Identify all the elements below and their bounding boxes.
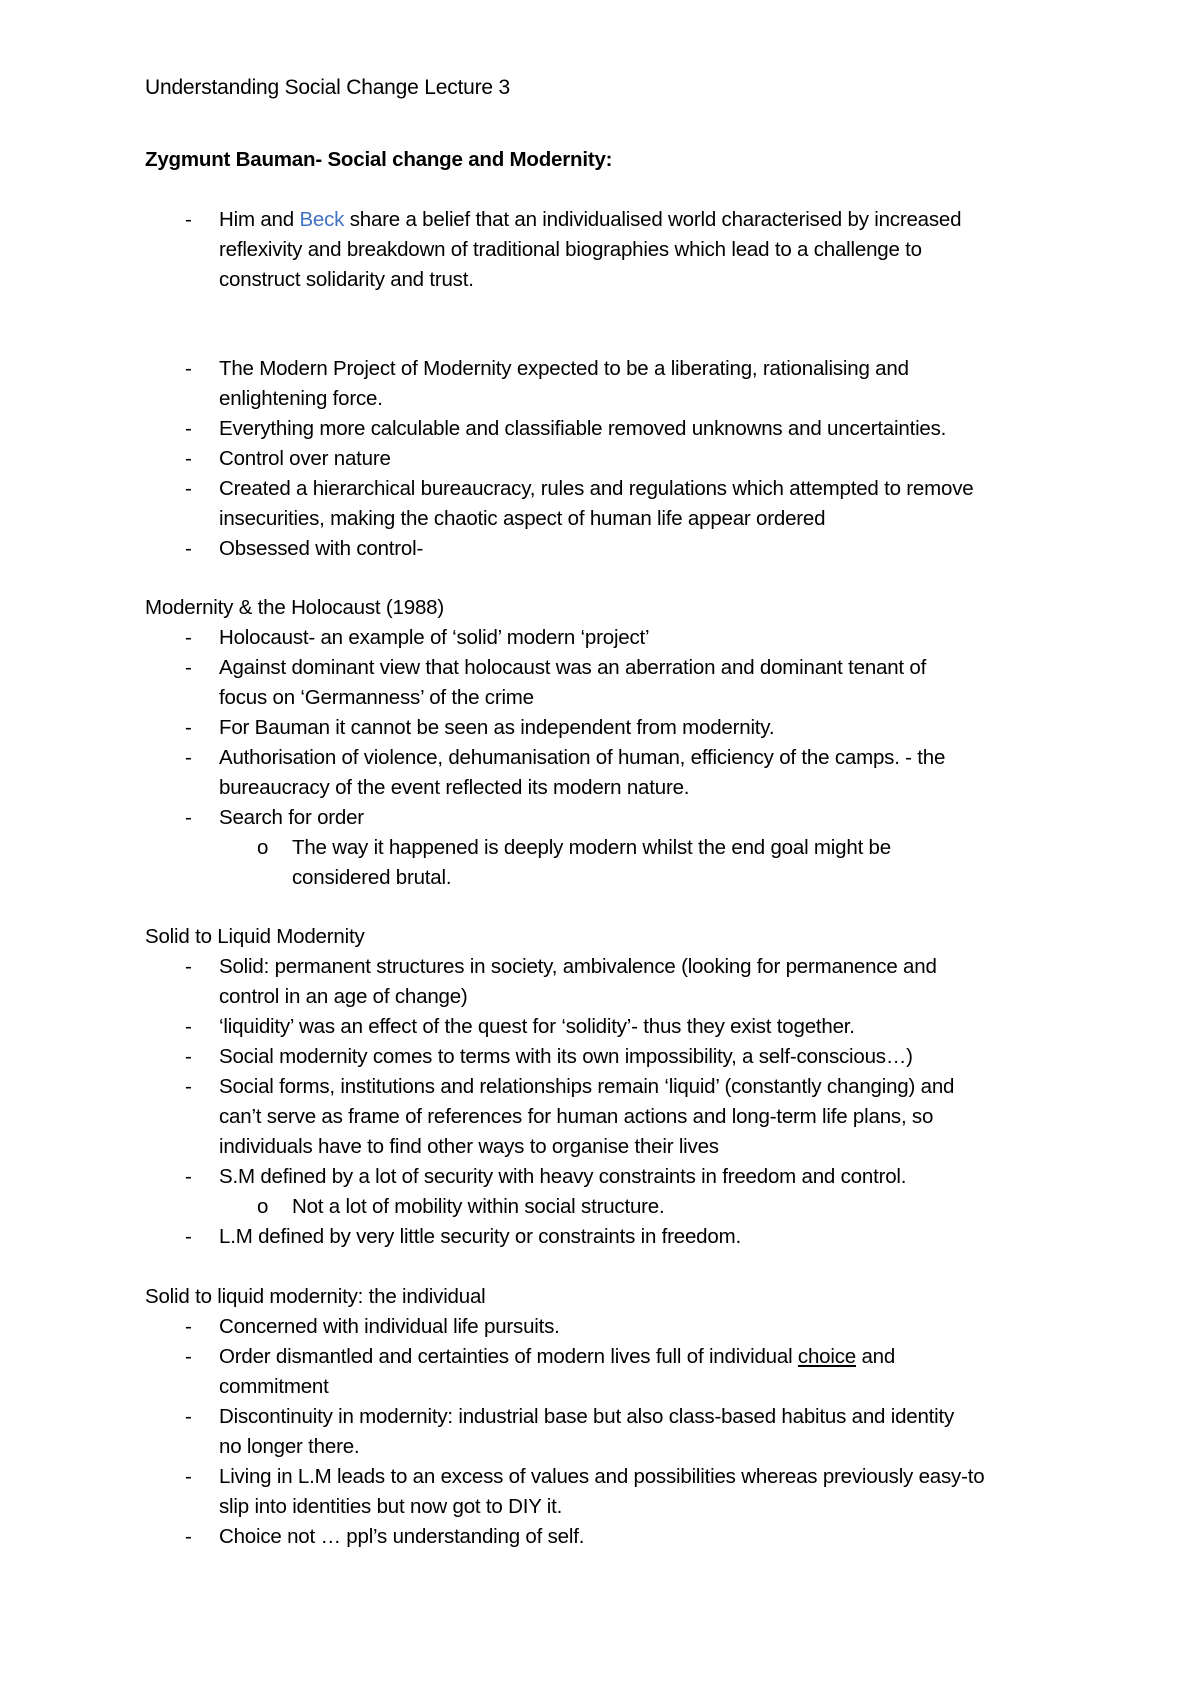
bullet-circle: o [257, 836, 269, 859]
list-item-text: Discontinuity in modernity: industrial base but also class-based habitus and identity [219, 1405, 955, 1428]
list-item-continuation: reflexivity and breakdown of traditional biographies which lead to a challenge to [219, 238, 922, 261]
list-item-continuation: construct solidarity and trust. [219, 268, 474, 291]
list-item-text: ‘liquidity’ was an effect of the quest for ‘solidity’- thus they exist together. [219, 1015, 855, 1038]
list-item-continuation: can’t serve as frame of references for human actions and long-term life plans, so [219, 1105, 934, 1128]
bullet-dash: - [185, 1165, 192, 1188]
sub-list-item-continuation: considered brutal. [292, 866, 452, 889]
list-item-text: Social forms, institutions and relationships remain ‘liquid’ (constantly changing) and [219, 1075, 955, 1098]
list-item-continuation: focus on ‘Germanness’ of the crime [219, 686, 534, 709]
list-item-continuation: control in an age of change) [219, 985, 468, 1008]
list-item-text: The Modern Project of Modernity expected to be a liberating, rationalising and [219, 357, 909, 380]
sub-list-item-text: The way it happened is deeply modern whilst the end goal might be [292, 836, 891, 859]
list-item-text: S.M defined by a lot of security with heavy constraints in freedom and control. [219, 1165, 907, 1188]
list-item-continuation: insecurities, making the chaotic aspect of human life appear ordered [219, 507, 826, 530]
list-item-text: Concerned with individual life pursuits. [219, 1315, 560, 1338]
bullet-dash: - [185, 1465, 192, 1488]
list-item-text: For Bauman it cannot be seen as independent from modernity. [219, 716, 775, 739]
bullet-dash: - [185, 537, 192, 560]
document-title: Understanding Social Change Lecture 3 [145, 76, 511, 99]
individual-heading: Solid to liquid modernity: the individual [145, 1285, 486, 1308]
bullet-dash: - [185, 806, 192, 829]
list-item-continuation: bureaucracy of the event reflected its modern nature. [219, 776, 690, 799]
list-item-continuation: slip into identities but now got to DIY it. [219, 1495, 563, 1518]
bullet-circle: o [257, 1195, 269, 1218]
list-item-text: Against dominant view that holocaust was an aberration and dominant tenant of [219, 656, 927, 679]
list-item-text: Him and Beck share a belief that an individualised world characterised by increased [219, 208, 962, 231]
beck-link-text: Beck [299, 208, 345, 231]
bullet-dash: - [185, 746, 192, 769]
liquid-heading: Solid to Liquid Modernity [145, 925, 365, 948]
bullet-dash: - [185, 447, 192, 470]
sub-list-item-text: Not a lot of mobility within social structure. [292, 1195, 665, 1218]
list-item-continuation: individuals have to find other ways to organise their lives [219, 1135, 719, 1158]
bullet-dash: - [185, 417, 192, 440]
list-item-text: Choice not … ppl’s understanding of self. [219, 1525, 585, 1548]
list-item-text: Search for order [219, 806, 364, 829]
list-item-text: Social modernity comes to terms with its own impossibility, a self-conscious…) [219, 1045, 913, 1068]
list-item-text: Living in L.M leads to an excess of values and possibilities whereas previously easy-to [219, 1465, 985, 1488]
bullet-dash: - [185, 626, 192, 649]
bullet-dash: - [185, 1075, 192, 1098]
list-item-text: Everything more calculable and classifiable removed unknowns and uncertainties. [219, 417, 947, 440]
list-item-text: Holocaust- an example of ‘solid’ modern ‘project’ [219, 626, 650, 649]
bullet-dash: - [185, 656, 192, 679]
list-item-text: Authorisation of violence, dehumanisation of human, efficiency of the camps. - the [219, 746, 946, 769]
bullet-dash: - [185, 1525, 192, 1548]
choice-underlined-text: choice [797, 1345, 856, 1368]
bullet-dash: - [185, 477, 192, 500]
bullet-dash: - [185, 1345, 192, 1368]
bullet-dash: - [185, 1315, 192, 1338]
list-item-continuation: enlightening force. [219, 387, 383, 410]
list-item-text: Order dismantled and certainties of modern lives full of individual choice and [219, 1345, 896, 1368]
list-item-text: Solid: permanent structures in society, ambivalence (looking for permanence and [219, 955, 937, 978]
list-item-text: Obsessed with control- [219, 537, 424, 560]
list-item-text: Control over nature [219, 447, 391, 470]
list-item-text: Created a hierarchical bureaucracy, rules and regulations which attempted to remove [219, 477, 974, 500]
holocaust-heading: Modernity & the Holocaust (1988) [145, 596, 444, 619]
bullet-dash: - [185, 716, 192, 739]
list-item-continuation: commitment [219, 1375, 329, 1398]
list-item-continuation: no longer there. [219, 1435, 360, 1458]
bauman-heading: Zygmunt Bauman- Social change and Modernity: [145, 148, 613, 171]
bullet-dash: - [185, 955, 192, 978]
bullet-dash: - [185, 1045, 192, 1068]
bullet-dash: - [185, 357, 192, 380]
bullet-dash: - [185, 1225, 192, 1248]
bullet-dash: - [185, 1405, 192, 1428]
bullet-dash: - [185, 1015, 192, 1038]
bullet-dash: - [185, 208, 192, 231]
list-item-text: L.M defined by very little security or constraints in freedom. [219, 1225, 741, 1248]
